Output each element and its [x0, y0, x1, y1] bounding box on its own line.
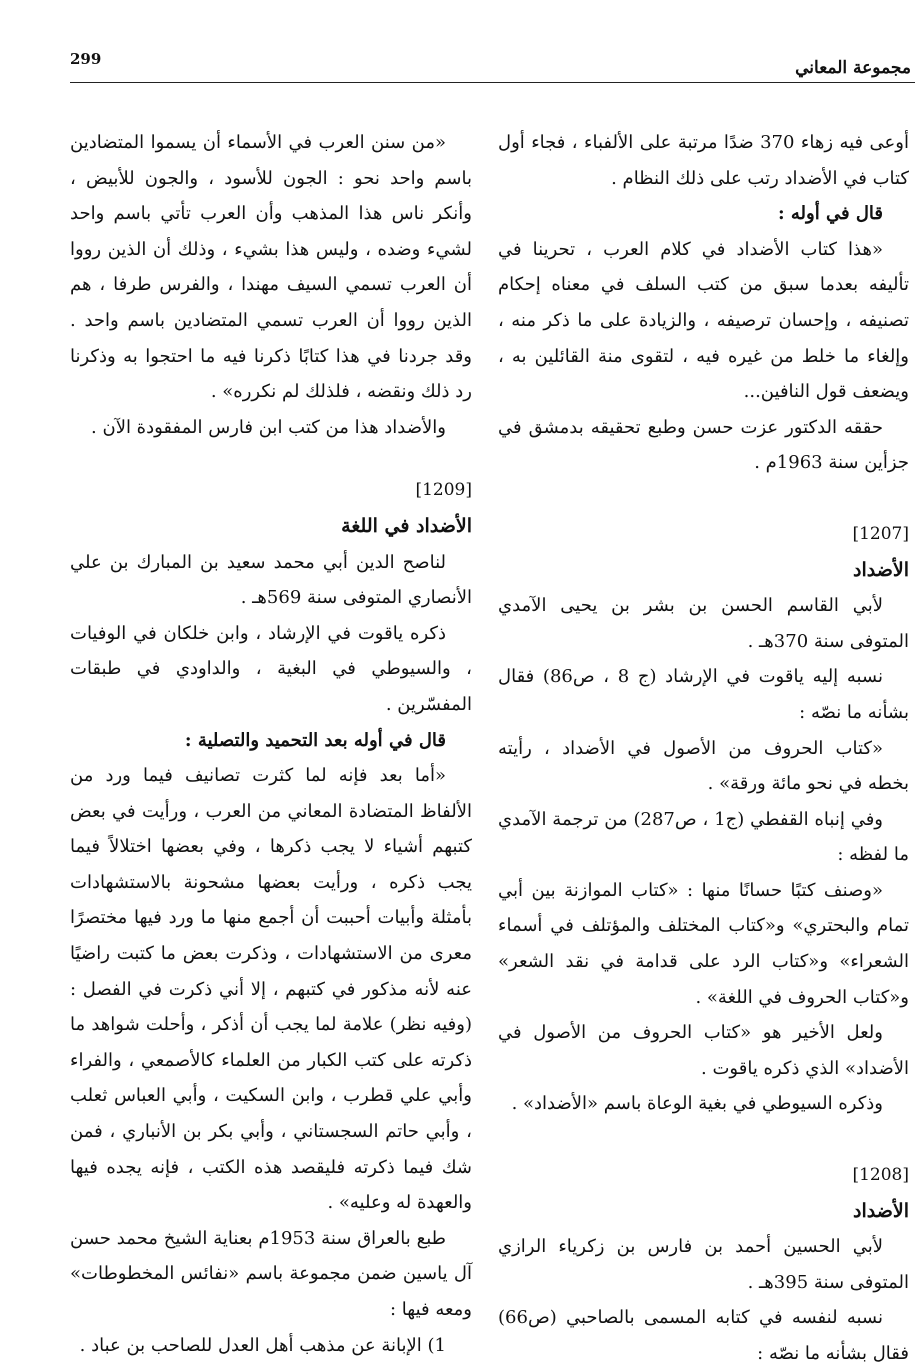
paragraph: وفي إنباه القفطي (ج1 ، ص287) من ترجمة الآمدي ما لفظه :	[498, 808, 909, 866]
entry-number: [1208]	[852, 1165, 909, 1186]
paragraph: نسبه لنفسه في كتابه المسمى بالصاحبي (ص66) فقال بشأنه ما نصّه :	[498, 1307, 909, 1364]
paragraph: ذكره ياقوت في الإرشاد ، وابن خلكان في الوفيات ، والسيوطي في البغية ، والداودي في طبقات المفسّرين .	[70, 622, 472, 715]
paragraph: نسبه إليه ياقوت في الإرشاد (ج 8 ، ص86) فقال بشأنه ما نصّه :	[498, 666, 909, 723]
page-number: 299	[70, 50, 102, 68]
paragraph: لناصح الدين أبي محمد سعيد بن المبارك بن علي الأنصاري المتوفى سنة 569هـ .	[70, 551, 472, 609]
paragraph: قال في أوله :	[777, 203, 883, 225]
paragraph: لأبي القاسم الحسن بن بشر بن يحيى الآمدي المتوفى سنة 370هـ .	[498, 595, 909, 652]
entry-title: الأضداد	[853, 558, 909, 581]
paragraph: حققه الدكتور عزت حسن وطبع تحقيقه بدمشق في جزأين سنة 1963م .	[498, 416, 909, 474]
entry-title: الأضداد في اللغة	[341, 514, 472, 537]
quotation: «أما بعد فإنه لما كثرت تصانيف فيما ورد من الألفاظ المتضادة المعاني من العرب ، ورأيت في بعض كتبهم أشياء لا يجب ذكرها ، وفي بعضها اختلالاً فيما يجب ذكره ، ورأيت بعضها مشحونة بالاستشهادات بأمثلة وأبيات أحببت أن أجمع منها ما ورد فيها مختصرًا معرى من الاستشهادات ، وذكرت بعض ما كتبت راضيًا عنه لأنه مذكور في كتبهم ، إلا أني ذكرت في الفصل : (وفيه نظر) علامة لما يجب أن أذكر ، وأحلت شواهد ما ذكرته على كتب الكبار من العلماء كالأصمعي ، والفراء وأبي علي قطرب ، وابن السكيت ، وأبي العباس ثعلب ، وأبي حاتم السجستاني ، وأبي بكر بن الأنباري ، فمن شك فيما ذكرته فليقصد هذه الكتب ، فإنه يجده فيها والعهدة له وعليه» .	[70, 765, 472, 1214]
paragraph: أوعى فيه زهاء 370 ضدًا مرتبة على الألفباء ، فجاء أول كتاب في الأضداد رتب على ذلك النظام .	[498, 132, 909, 189]
paragraph: وذكره السيوطي في بغية الوعاة باسم «الأضداد» .	[511, 1093, 883, 1115]
entry-number: [1209]	[415, 480, 472, 501]
header-rule	[70, 82, 915, 83]
paragraph: قال في أوله بعد التحميد والتصلية :	[184, 729, 446, 751]
quotation: «وصنف كتبًا حسانًا منها : «كتاب الموازنة بين أبي تمام والبحتري» و«كتاب المختلف والمؤتلف في أسماء الشعراء» و«كتاب الرد على قدامة في نقد الشعر» و«كتاب الحروف في اللغة» .	[498, 879, 909, 1008]
quotation: «كتاب الحروف من الأصول في الأضداد ، رأيته بخطه في نحو مائة ورقة» .	[498, 737, 909, 795]
list-item: 1) الإبانة عن مذهب أهل العدل للصاحب بن عباد .	[79, 1334, 446, 1356]
paragraph: والأضداد هذا من كتب ابن فارس المفقودة الآن .	[91, 416, 446, 438]
paragraph: طبع بالعراق سنة 1953م بعناية الشيخ محمد حسن آل ياسين ضمن مجموعة باسم «نفائس المخطوطات» ومعه فيها :	[70, 1227, 472, 1320]
paragraph: لأبي الحسين أحمد بن فارس بن زكرياء الرازي المتوفى سنة 395هـ .	[498, 1236, 909, 1293]
book-title: مجموعة المعاني	[795, 58, 911, 78]
left-column	[70, 125, 472, 1363]
quotation: «من سنن العرب في الأسماء أن يسموا المتضادين باسم واحد نحو : الجون للأسود ، والجون للأبيض ، وأنكر ناس هذا المذهب وأن العرب تأتي باسم واحد لشيء وضده ، وليس هذا بشيء ، وذلك أن الذين رووا أن العرب تسمي السيف مهندا ، والفرس طرفا ، هم الذين رووا أن العرب تسمي المتضادين باسم واحد . وقد جردنا في هذا كتابًا ذكرنا فيه ما احتجوا به وذكرنا رد ذلك ونقضه ، فلذلك لم نكرره» .	[70, 132, 472, 403]
running-header	[70, 50, 915, 76]
quotation: «هذا كتاب الأضداد في كلام العرب ، تحرينا في تأليفه بعدما سبق من كتب السلف في معناه إحكام تصنيفه ، وإحسان ترصيفه ، والزيادة على ما ذكر منه ، وإلغاء ما خلط من غيره فيه ، لتقوى منة القائلين به ، ويضعف قول النافين...	[498, 238, 909, 403]
entry-number: [1207]	[852, 523, 909, 544]
paragraph: ولعل الأخير هو «كتاب الحروف من الأصول في الأضداد» الذي ذكره ياقوت .	[498, 1022, 909, 1079]
entry-title: الأضداد	[853, 1199, 909, 1222]
right-column	[498, 125, 909, 1372]
